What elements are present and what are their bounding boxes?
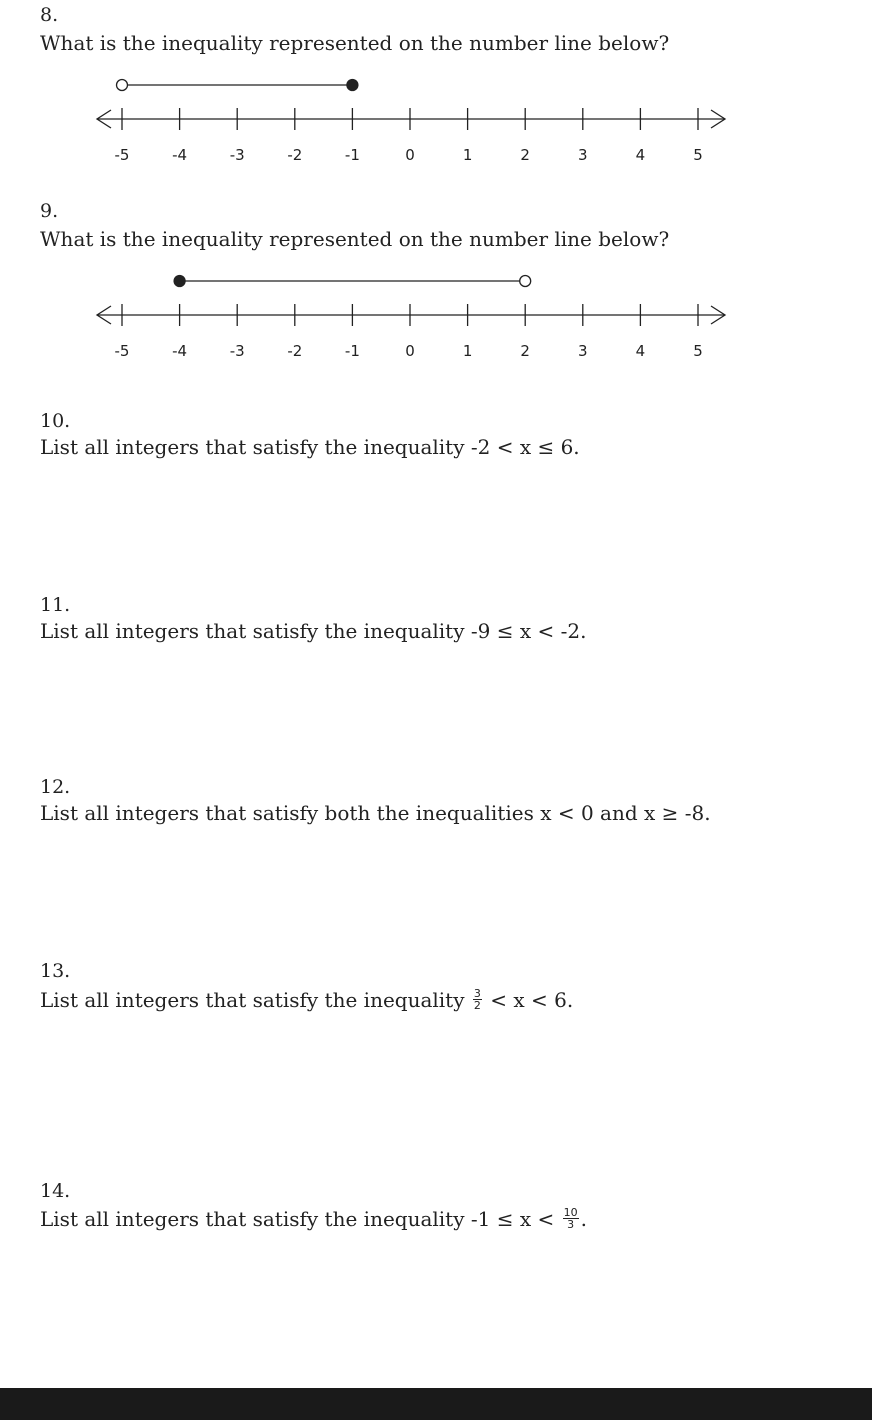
question-13-text	[40, 988, 573, 1013]
tick-label: 1	[462, 146, 473, 164]
number-line-9	[85, 261, 735, 381]
question-13-suffix: < x < 6.	[483, 988, 574, 1012]
question-9-number: 9.	[40, 200, 59, 222]
question-11-text: List all integers that satisfy the inequality -9 ≤ x < -2.	[40, 619, 587, 643]
tick-label: -1	[344, 342, 360, 360]
tick-label: 4	[635, 342, 646, 360]
fraction-denominator: 3	[567, 1218, 575, 1231]
tick-label: -4	[172, 342, 188, 360]
tick-label: -3	[229, 146, 245, 164]
fraction-three-halves	[473, 988, 482, 1011]
question-9-text: What is the inequality represented on the number line below?	[40, 227, 670, 251]
fraction-numerator: 3	[473, 987, 481, 1000]
tick-label: 0	[405, 146, 415, 164]
question-8-number: 8.	[40, 4, 59, 26]
segment-layer	[117, 80, 358, 91]
fraction-denominator: 2	[473, 999, 481, 1012]
tick-label: 1	[462, 342, 473, 360]
axis-layer	[97, 304, 725, 360]
bottom-bar	[0, 1388, 872, 1420]
tick-label: 5	[693, 342, 703, 360]
segment-layer	[174, 276, 531, 287]
question-10-number: 10.	[40, 410, 71, 432]
question-12-text: List all integers that satisfy both the inequalities x < 0 and x ≥ -8.	[40, 801, 711, 825]
open-endpoint	[117, 80, 128, 91]
question-14-prefix: List all integers that satisfy the inequality -1 ≤ x <	[40, 1207, 561, 1231]
question-14-text	[40, 1207, 587, 1232]
axis-layer	[97, 108, 725, 164]
tick-label: 2	[520, 146, 530, 164]
tick-label: 3	[578, 342, 588, 360]
tick-label: 2	[520, 342, 530, 360]
tick-label: 3	[578, 146, 588, 164]
question-12-number: 12.	[40, 776, 71, 798]
tick-label: -2	[287, 342, 303, 360]
tick-label: -5	[114, 146, 130, 164]
closed-endpoint	[347, 80, 358, 91]
tick-label: -5	[114, 342, 130, 360]
question-14-number: 14.	[40, 1180, 71, 1202]
fraction-ten-thirds	[563, 1207, 579, 1230]
tick-label: -4	[172, 146, 188, 164]
tick-label: -1	[344, 146, 360, 164]
tick-label: -3	[229, 342, 245, 360]
open-endpoint	[520, 276, 531, 287]
closed-endpoint	[174, 276, 185, 287]
number-line-8	[85, 65, 735, 185]
tick-label: -2	[287, 146, 303, 164]
tick-label: 4	[635, 146, 646, 164]
fraction-numerator: 10	[563, 1206, 578, 1219]
question-8-text: What is the inequality represented on the number line below?	[40, 31, 670, 55]
question-10-text: List all integers that satisfy the inequality -2 < x ≤ 6.	[40, 435, 580, 459]
question-14-suffix: .	[580, 1207, 587, 1231]
question-13-prefix: List all integers that satisfy the inequality	[40, 988, 471, 1012]
tick-label: 5	[693, 146, 703, 164]
question-13-number: 13.	[40, 960, 71, 982]
tick-label: 0	[405, 342, 415, 360]
question-11-number: 11.	[40, 594, 71, 616]
